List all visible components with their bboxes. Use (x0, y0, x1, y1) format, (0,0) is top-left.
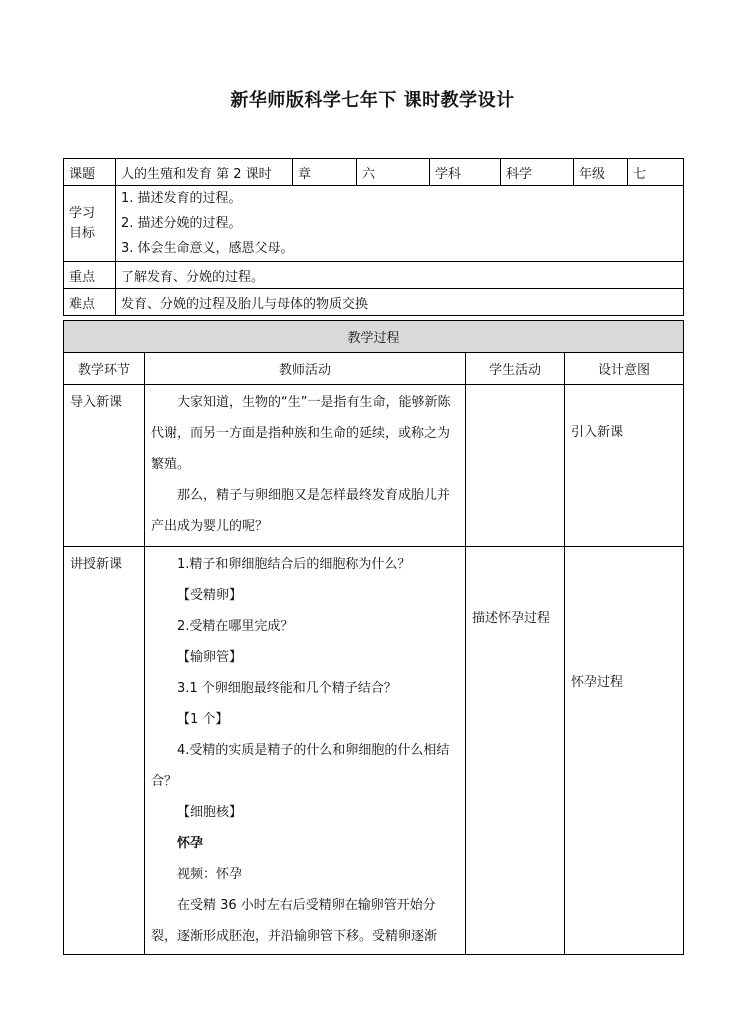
grade-value: 七 (628, 159, 684, 186)
chapter-label: 章 (293, 159, 357, 186)
objectives-label-line: 学习 (69, 205, 96, 221)
intro-paragraph: 大家知道，生物的“生”一是指有生命，能够新陈代谢，而另一方面是指种族和生命的延续，或称之为繁殖。 (151, 395, 451, 472)
question: 2.受精在哪里完成？ (177, 619, 294, 634)
intent-teach: 怀孕过程 (565, 547, 684, 955)
key-label: 重点 (64, 262, 116, 289)
intro-paragraph: 那么，精子与卵细胞又是怎样最终发育成胎儿并产出成为婴儿的呢？ (151, 488, 451, 534)
column-header: 设计意图 (565, 353, 684, 385)
lesson-info-table (63, 158, 684, 316)
answer: 【细胞核】 (177, 805, 243, 820)
column-header: 教学环节 (64, 353, 145, 385)
chapter-value: 六 (357, 159, 430, 186)
objective-item: 2. 描述分娩的过程。 (121, 216, 242, 231)
objective-item: 1. 描述发育的过程。 (121, 191, 242, 206)
question: 3.1 个卵细胞最终能和几个精子结合？ (177, 681, 397, 696)
lesson-label: 课题 (64, 159, 116, 186)
question: 1.精子和卵细胞结合后的细胞称为什么？ (177, 557, 411, 572)
process-section-title: 教学过程 (64, 321, 684, 353)
lesson-value: 人的生殖和发育 第 2 课时 (116, 159, 293, 186)
process-table (63, 320, 684, 955)
key-value: 了解发育、分娩的过程。 (116, 262, 684, 289)
column-header: 学生活动 (466, 353, 565, 385)
column-header: 教师活动 (145, 353, 466, 385)
teacher-activity-intro (145, 385, 466, 547)
answer: 【受精卵】 (177, 588, 243, 603)
objectives-label-line: 目标 (69, 225, 96, 241)
objective-item: 3. 体会生命意义，感恩父母。 (121, 241, 294, 256)
question: 4.受精的实质是精子的什么和卵细胞的什么相结合？ (151, 743, 450, 789)
subheading: 怀孕 (177, 836, 204, 851)
grade-label: 年级 (574, 159, 628, 186)
answer: 【1 个】 (177, 712, 229, 727)
objectives-label (64, 186, 116, 262)
page-title: 新华师版科学七年下 课时教学设计 (230, 90, 515, 111)
answer: 【输卵管】 (177, 650, 243, 665)
subject-value: 科学 (501, 159, 574, 186)
difficulty-value: 发育、分娩的过程及胎儿与母体的物质交换 (116, 289, 684, 316)
video-label: 视频：怀孕 (177, 867, 243, 882)
objectives-list (116, 186, 684, 262)
student-activity-teach: 描述怀孕过程 (466, 547, 565, 955)
student-activity-intro (466, 385, 565, 547)
teach-paragraph: 在受精 36 小时左右后受精卵在输卵管开始分裂，逐渐形成胚泡，并沿输卵管下移。受精卵逐渐 (151, 898, 438, 944)
difficulty-label: 难点 (64, 289, 116, 316)
subject-label: 学科 (430, 159, 501, 186)
intent-intro: 引入新课 (565, 385, 684, 547)
teacher-activity-teach (145, 547, 466, 955)
stage-teach: 讲授新课 (64, 547, 145, 955)
stage-intro: 导入新课 (64, 385, 145, 547)
